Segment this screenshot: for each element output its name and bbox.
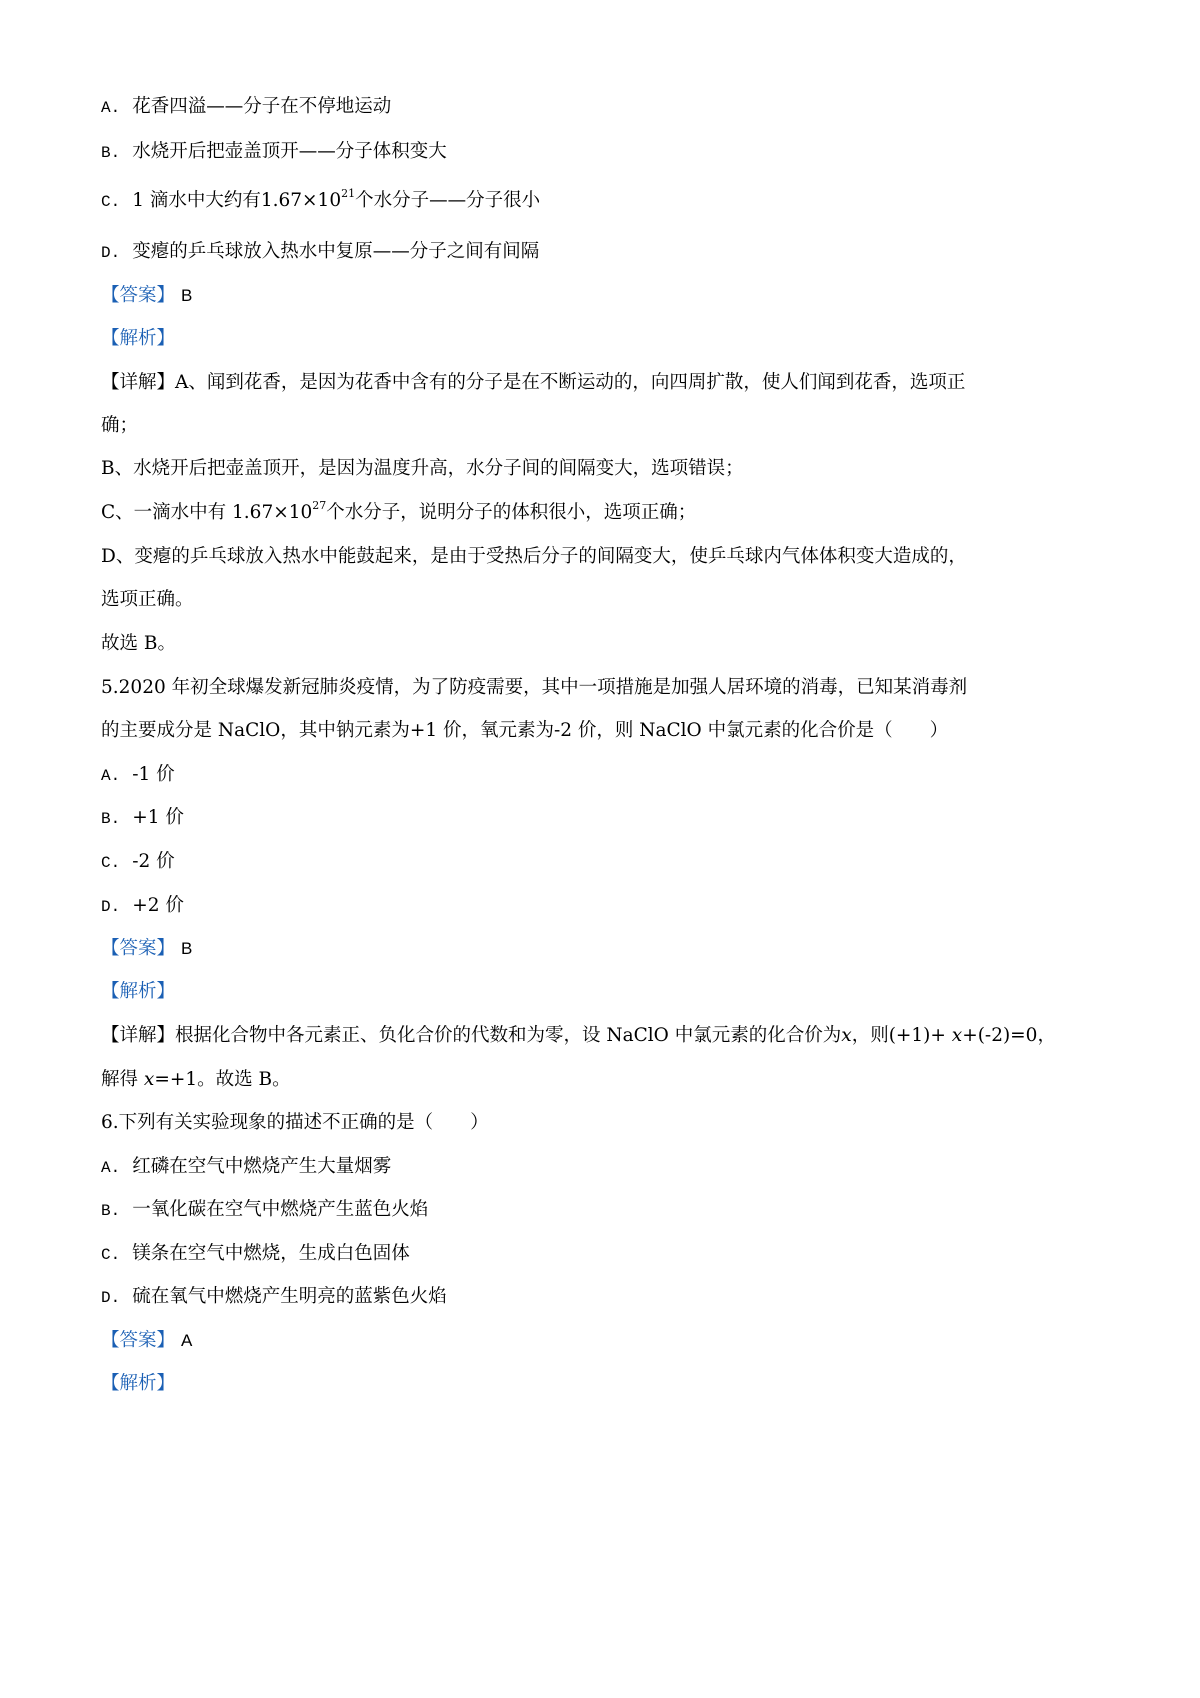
q4-detail-d-line2: 选项正确。: [101, 589, 194, 610]
q5-detail-line1: 【详解】根据化合物中各元素正、负化合价的代数和为零，设 NaClO 中氯元素的化合价为x，则(+1)+ x+(-2)=0，: [101, 1025, 1056, 1046]
q6-option-b: B. 一氧化碳在空气中燃烧产生蓝色火焰: [101, 1199, 429, 1220]
q5-option-c: C. -2 价: [101, 851, 175, 872]
q6-analysis-heading: 【解析】: [101, 1373, 176, 1394]
q4-option-b: B. 水烧开后把壶盖顶开——分子体积变大: [101, 141, 447, 162]
q4-option-d: D. 变瘪的乒乓球放入热水中复原——分子之间有间隔: [101, 241, 540, 262]
q4-detail-c: C、一滴水中有 $1.67\times 10^{27}$个水分子，说明分子的体积很小，选项正确；: [101, 498, 697, 523]
q4-detail-d-line1: D、变瘪的乒乓球放入热水中能鼓起来，是由于受热后分子的间隔变大，使乒乓球内气体体积变大造成的，: [101, 546, 967, 567]
q5-option-d: D. +2 价: [101, 895, 184, 916]
q4-answer: 【答案】 B: [101, 285, 193, 306]
q5-option-b: B. +1 价: [101, 807, 184, 828]
q6-stem: 6.下列有关实验现象的描述不正确的是（ ）: [101, 1112, 489, 1133]
q6-option-d: D. 硫在氧气中燃烧产生明亮的蓝紫色火焰: [101, 1286, 447, 1307]
q4-detail-a-line1: 【详解】A、闻到花香，是因为花香中含有的分子是在不断运动的，向四周扩散，使人们闻到花香，选项正: [101, 372, 966, 393]
q5-analysis-heading: 【解析】: [101, 981, 176, 1002]
q4-detail-b: B、水烧开后把壶盖顶开，是因为温度升高，水分子间的间隔变大，选项错误；: [101, 458, 744, 479]
q4-option-a: A. 花香四溢——分子在不停地运动: [101, 96, 392, 117]
q5-stem-line1: 5.2020 年初全球爆发新冠肺炎疫情，为了防疫需要，其中一项措施是加强人居环境的消毒，已知某消毒剂: [101, 677, 968, 698]
q5-detail-line2: 解得 x=+1。故选 B。: [101, 1069, 291, 1090]
q5-stem-line2: 的主要成分是 NaClO，其中钠元素为+1 价，氧元素为-2 价，则 NaClO 中氯元素的化合价是（ ）: [101, 720, 949, 741]
q6-answer: 【答案】 A: [101, 1330, 193, 1351]
q4-conclusion: 故选 B。: [101, 633, 176, 654]
q6-option-c: C. 镁条在空气中燃烧，生成白色固体: [101, 1243, 410, 1264]
q4-option-c: C. 1 滴水中大约有$1.67\times 10^{21}$个水分子——分子很小: [101, 186, 541, 211]
q5-answer: 【答案】 B: [101, 938, 193, 959]
q6-option-a: A. 红磷在空气中燃烧产生大量烟雾: [101, 1156, 392, 1177]
q4-analysis-heading: 【解析】: [101, 328, 176, 349]
q5-option-a: A. -1 价: [101, 764, 175, 785]
q4-detail-a-line2: 确；: [101, 415, 139, 436]
